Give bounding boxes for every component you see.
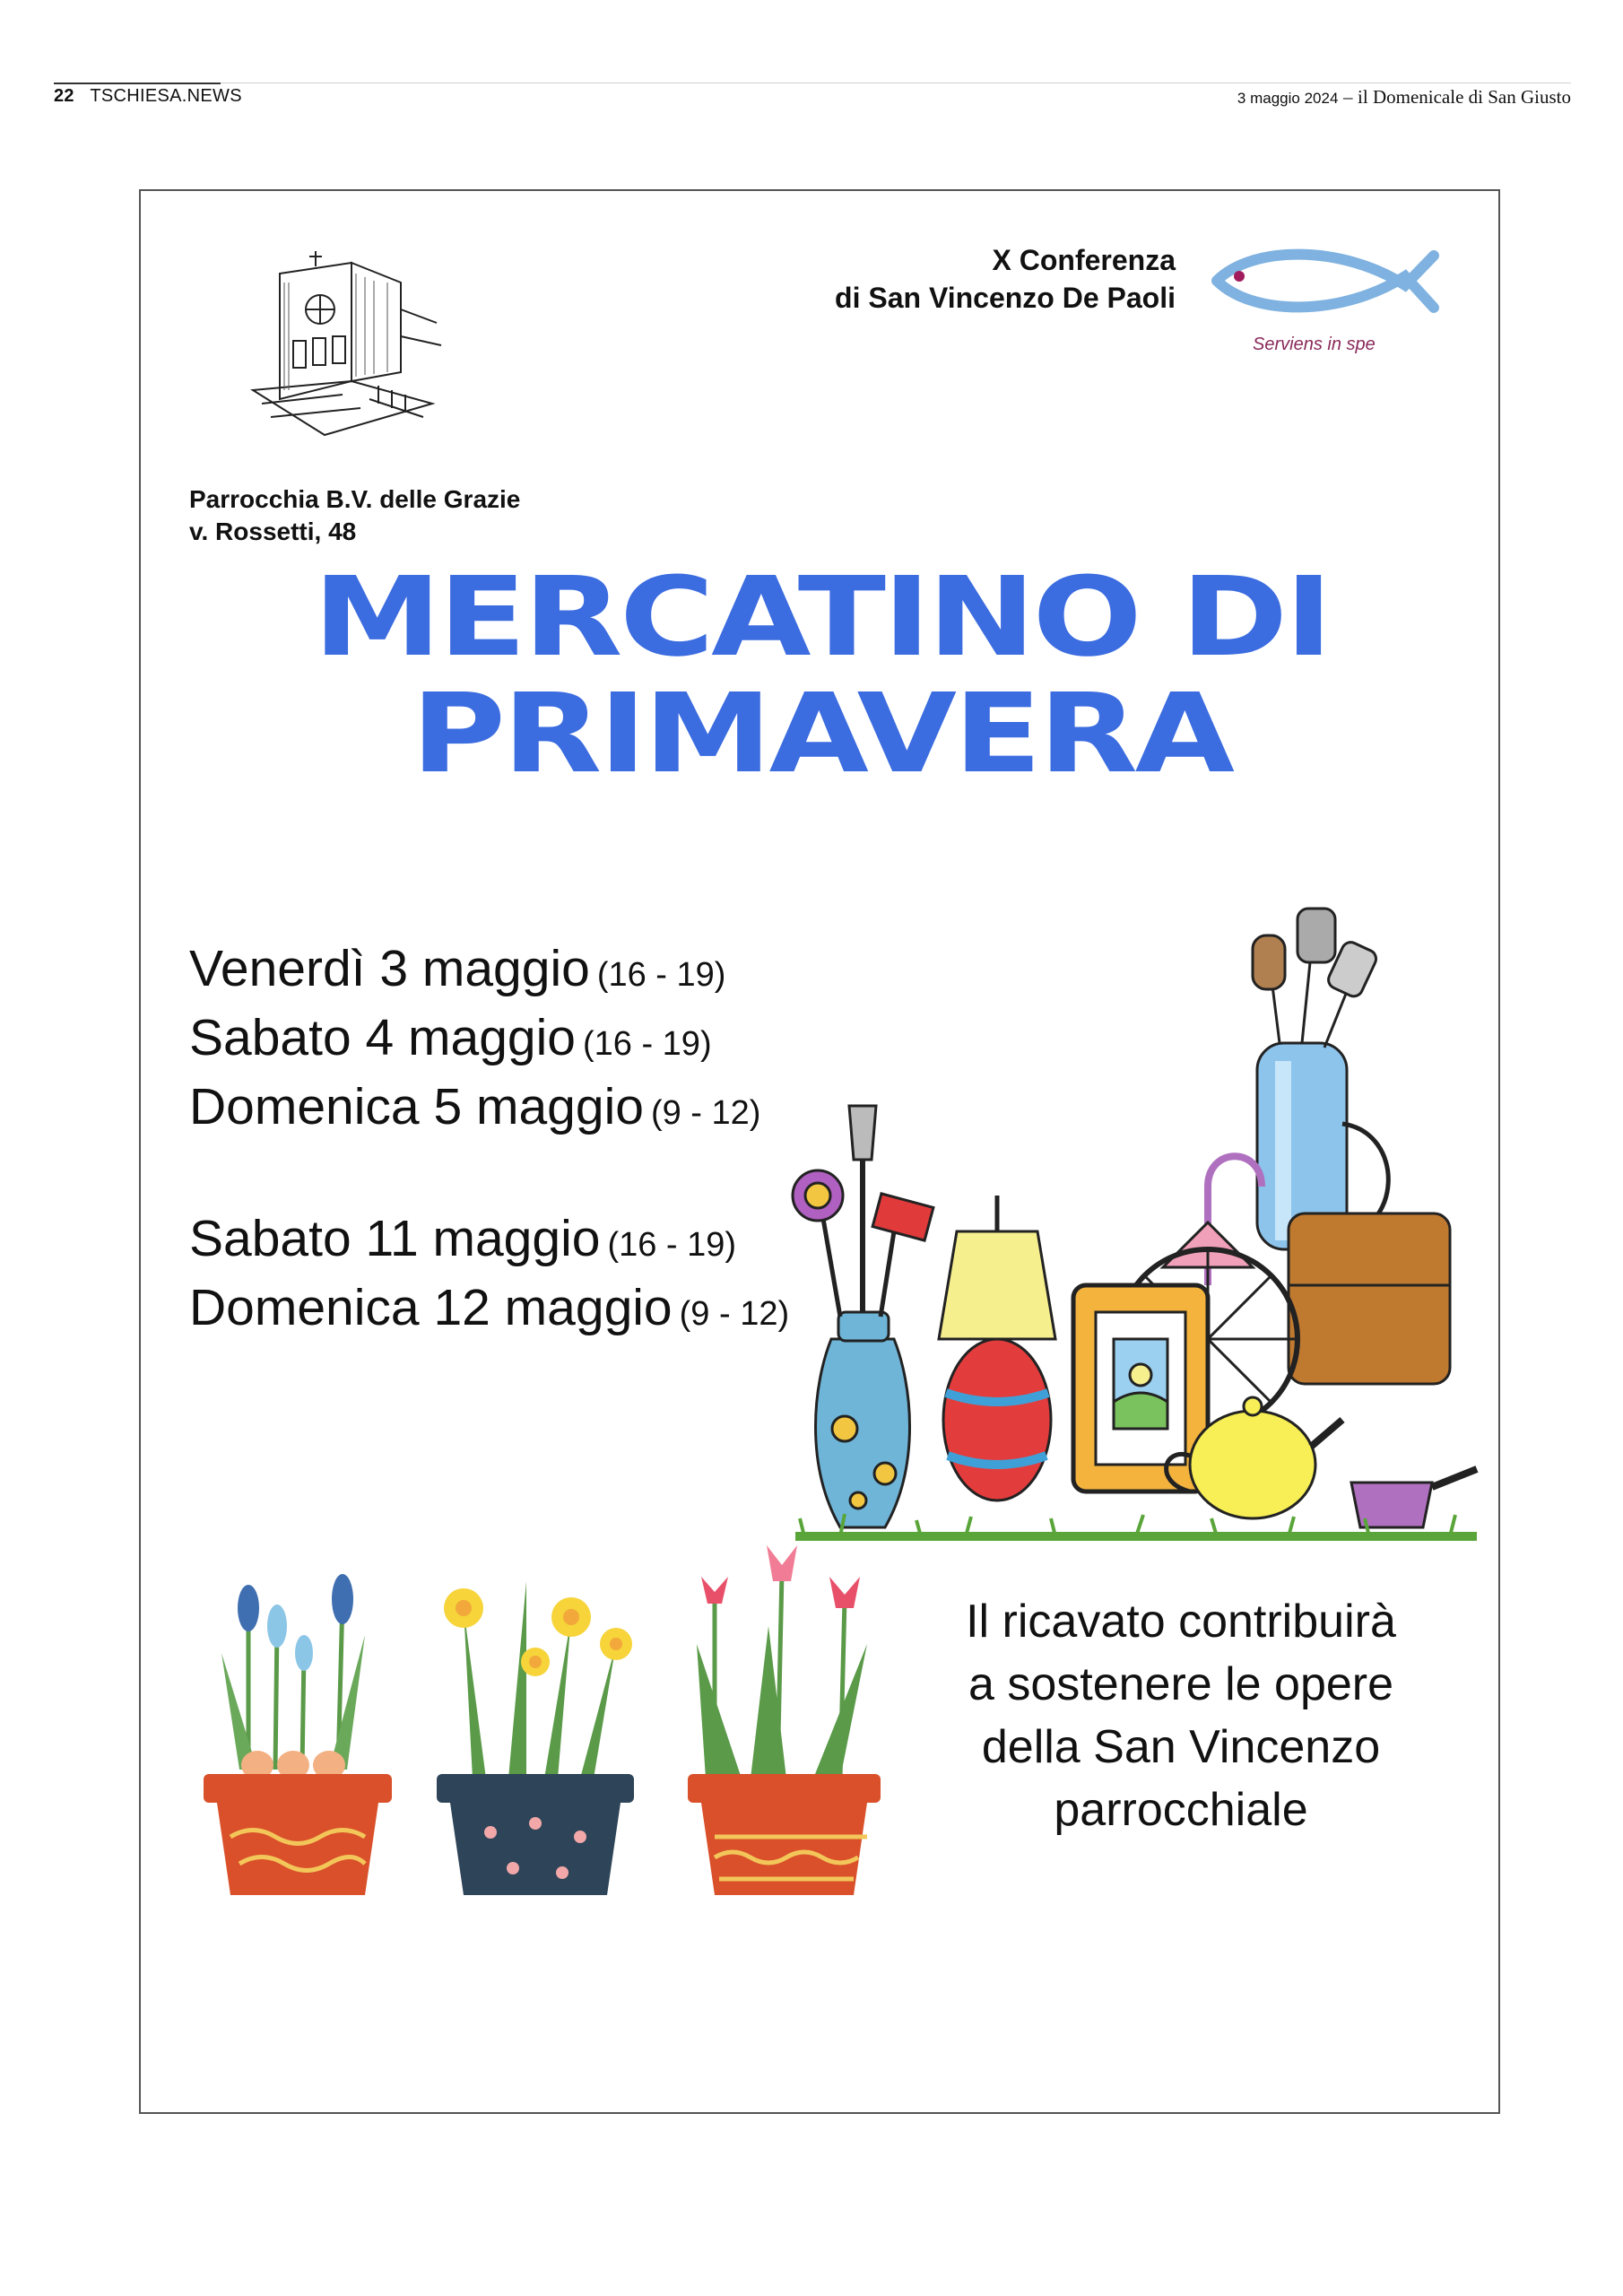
date-day: Domenica 12 maggio [189, 1279, 673, 1336]
proceeds-line: della San Vincenzo [981, 1721, 1381, 1773]
title-line-1: MERCATINO DI [313, 553, 1330, 681]
date-row [189, 1276, 871, 1345]
church-sketch-icon [244, 247, 450, 453]
site-name[interactable]: TSCHIESA.NEWS [90, 86, 242, 106]
date-hours: (16 - 19) [582, 1025, 712, 1063]
date-day: Sabato 4 maggio [189, 1009, 576, 1066]
fish-logo-icon [1199, 245, 1441, 317]
date-row [189, 1075, 871, 1144]
date-hours: (9 - 12) [650, 1094, 761, 1132]
parish-address [189, 483, 520, 548]
date-row [189, 1006, 871, 1075]
date-day: Venerdì 3 maggio [189, 940, 590, 997]
page-number-rule [54, 83, 221, 84]
proceeds-line: parrocchiale [1054, 1784, 1308, 1836]
parish-name: Parrocchia B.V. delle Grazie [189, 485, 521, 513]
date-hours: (16 - 19) [607, 1226, 737, 1264]
issue-date: 3 maggio 2024 [1237, 90, 1339, 107]
header-right [1237, 86, 1571, 109]
flyer [139, 189, 1500, 2114]
potted-flowers-illustration-icon [204, 1527, 894, 1913]
event-dates [189, 937, 871, 1345]
parish-street: v. Rossetti, 48 [189, 517, 357, 545]
event-title [18, 553, 1623, 797]
date-day: Sabato 11 maggio [189, 1210, 601, 1267]
date-row [189, 1207, 871, 1276]
title-line-2: PRIMAVERA [411, 670, 1232, 797]
conference-line-2: di San Vincenzo De Paoli [835, 282, 1176, 314]
date-row [189, 937, 871, 1006]
proceeds-line: a sostenere le opere [968, 1658, 1394, 1710]
market-objects-illustration-icon [786, 837, 1486, 1554]
header-left [54, 86, 242, 107]
date-day: Domenica 5 maggio [189, 1078, 644, 1135]
proceeds-note [912, 1590, 1450, 1841]
motto: Serviens in spe [1253, 335, 1376, 354]
date-gap [189, 1144, 871, 1207]
page-number: 22 [54, 86, 74, 106]
date-hours: (16 - 19) [596, 956, 726, 994]
conference-line-1: X Conferenza [992, 244, 1176, 276]
date-hours: (9 - 12) [679, 1295, 790, 1333]
header-separator: – [1342, 86, 1353, 108]
publication-name: il Domenicale di San Giusto [1358, 86, 1571, 108]
proceeds-line: Il ricavato contribuirà [966, 1596, 1396, 1648]
conference-name [835, 241, 1176, 317]
